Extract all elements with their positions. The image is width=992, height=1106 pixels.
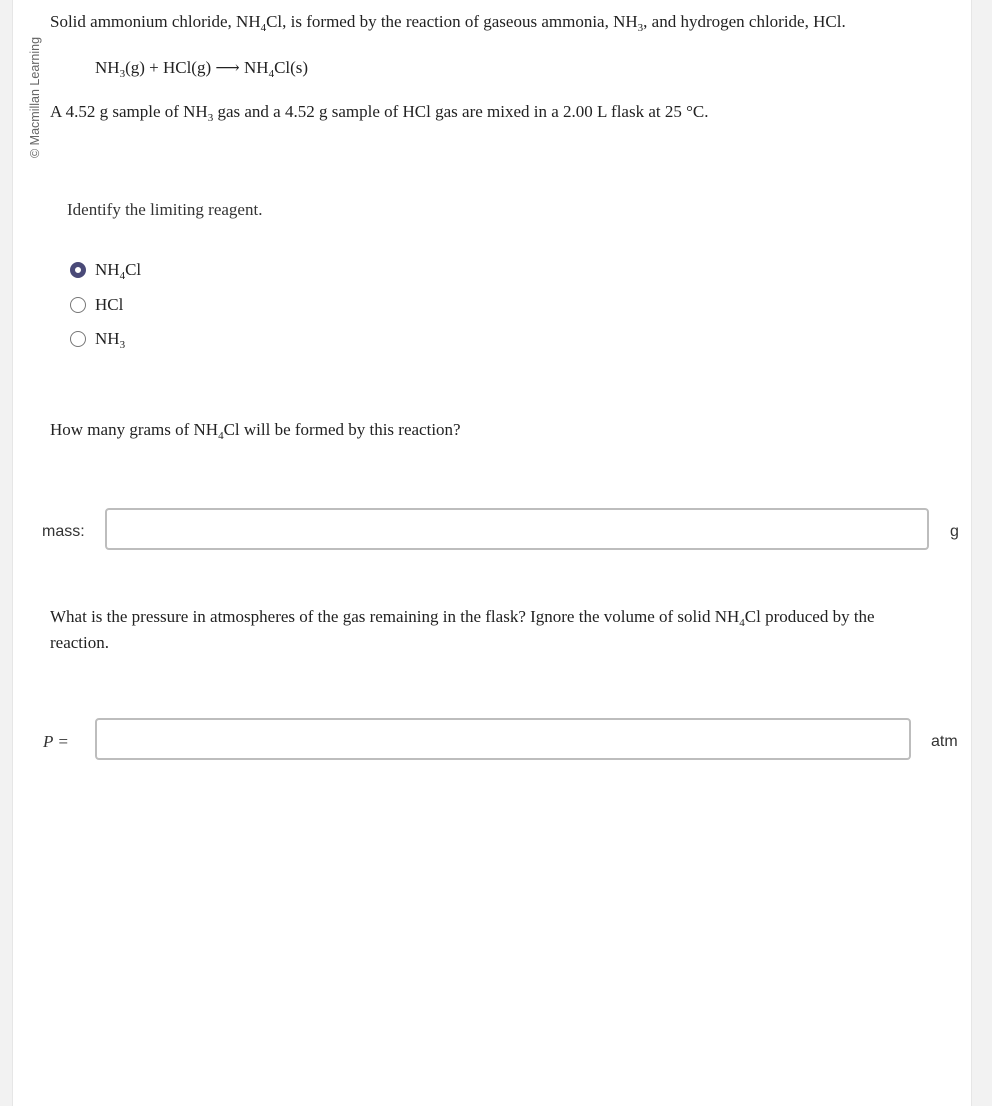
pressure-label: P = xyxy=(43,732,69,751)
pressure-input[interactable] xyxy=(95,718,911,760)
option-label: $NH_4Cl$ xyxy=(95,260,142,282)
radio-button[interactable] xyxy=(70,297,86,313)
mass-input[interactable] xyxy=(105,508,929,550)
sample-text: A 4.52 g sample of $NH_3$ gas and a 4.52 g sample of HCl gas are mixed in a 2.00 L flask at 25 °C. xyxy=(50,102,709,124)
question-grams-formed: How many grams of $NH_4Cl$ will be formed by this reaction? xyxy=(50,420,461,442)
radio-button[interactable] xyxy=(70,331,86,347)
option-nh3[interactable] xyxy=(70,327,125,351)
option-nh4cl[interactable] xyxy=(70,258,141,282)
mass-label: mass: xyxy=(42,523,85,540)
copyright-credit: © Macmillan Learning xyxy=(28,36,42,158)
question-limiting-reagent: Identify the limiting reagent. xyxy=(67,200,263,219)
pressure-unit: atm xyxy=(931,733,958,750)
option-label: $NH_3$ xyxy=(95,329,126,351)
question-pressure: What is the pressure in atmospheres of the gas remaining in the flask? Ignore the volume of solid $NH_4Cl$ produced by the reaction. xyxy=(50,607,875,652)
radio-button-selected[interactable] xyxy=(70,262,86,278)
reaction-equation: $NH_3(g) + HCl(g)$ ⟶ $NH_4Cl(s)$ xyxy=(95,58,309,80)
intro-text: Solid ammonium chloride, $NH_4Cl$, is formed by the reaction of gaseous ammonia, $NH_3$, and hydrogen chloride, HCl. xyxy=(50,12,846,34)
option-label: HCl xyxy=(95,295,124,314)
question-panel xyxy=(12,0,972,1106)
mass-unit: g xyxy=(950,523,959,540)
option-hcl[interactable] xyxy=(70,293,123,317)
